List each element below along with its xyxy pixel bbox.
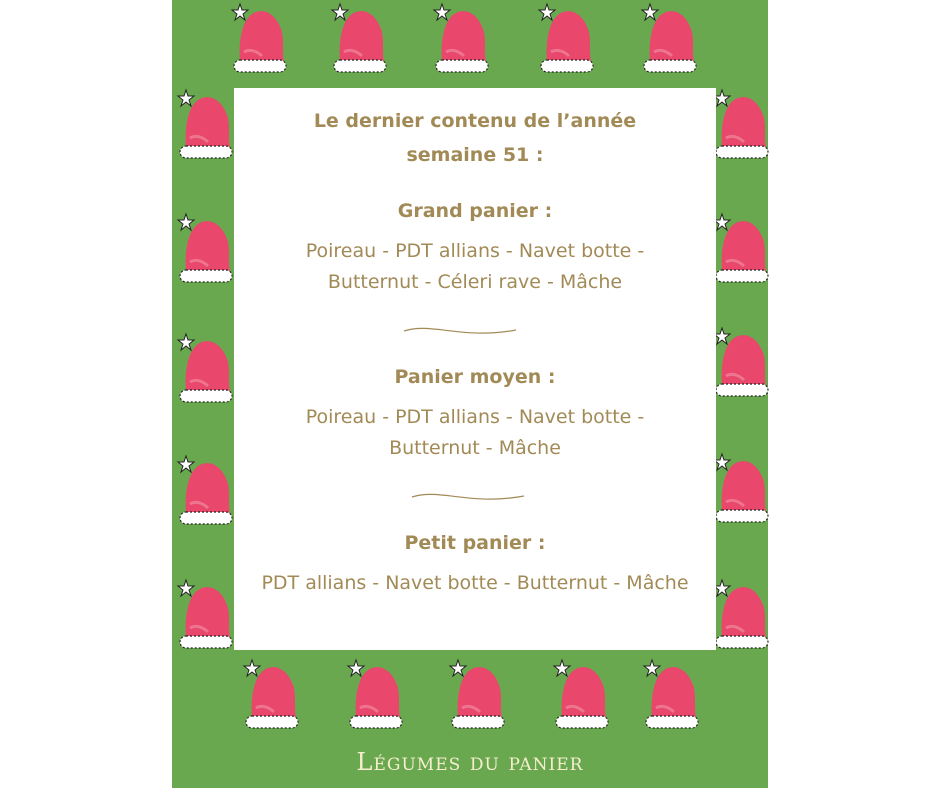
section-grand-line-1: Poireau - PDT allians - Navet botte - xyxy=(305,240,645,262)
section-petit-line-1: PDT allians - Navet botte - Butternut - Mâche xyxy=(261,572,689,594)
wave-divider xyxy=(402,324,518,338)
santa-hat-icon xyxy=(550,658,610,734)
santa-hat-icon xyxy=(174,212,234,288)
section-petit-title: Petit panier : xyxy=(404,532,546,554)
header-title: Le dernier contenu de l’année xyxy=(313,110,637,132)
section-moyen-title: Panier moyen : xyxy=(394,366,556,388)
santa-hat-icon xyxy=(710,452,770,528)
santa-hat-icon xyxy=(640,658,700,734)
santa-hat-icon xyxy=(710,212,770,288)
section-grand-title: Grand panier : xyxy=(397,200,553,222)
santa-hat-icon xyxy=(344,658,404,734)
section-moyen-line-1: Poireau - PDT allians - Navet botte - xyxy=(305,406,645,428)
header-subtitle: semaine 51 : xyxy=(406,144,544,166)
santa-hat-icon xyxy=(174,88,234,164)
section-grand-line-2: Butternut - Céleri rave - Mâche xyxy=(327,271,623,293)
santa-hat-icon xyxy=(710,88,770,164)
santa-hat-icon xyxy=(174,332,234,408)
section-moyen-line-2: Butternut - Mâche xyxy=(389,437,561,459)
content-card xyxy=(234,88,716,650)
wave-divider xyxy=(410,490,526,504)
santa-hat-icon xyxy=(328,2,388,78)
santa-hat-icon xyxy=(174,454,234,530)
santa-hat-icon xyxy=(430,2,490,78)
santa-hat-icon xyxy=(174,578,234,654)
santa-hat-icon xyxy=(535,2,595,78)
santa-hat-icon xyxy=(446,658,506,734)
santa-hat-icon xyxy=(228,2,288,78)
santa-hat-icon xyxy=(710,578,770,654)
footer-title: Légumes du panier xyxy=(356,748,584,776)
santa-hat-icon xyxy=(710,326,770,402)
santa-hat-icon xyxy=(638,2,698,78)
santa-hat-icon xyxy=(240,658,300,734)
